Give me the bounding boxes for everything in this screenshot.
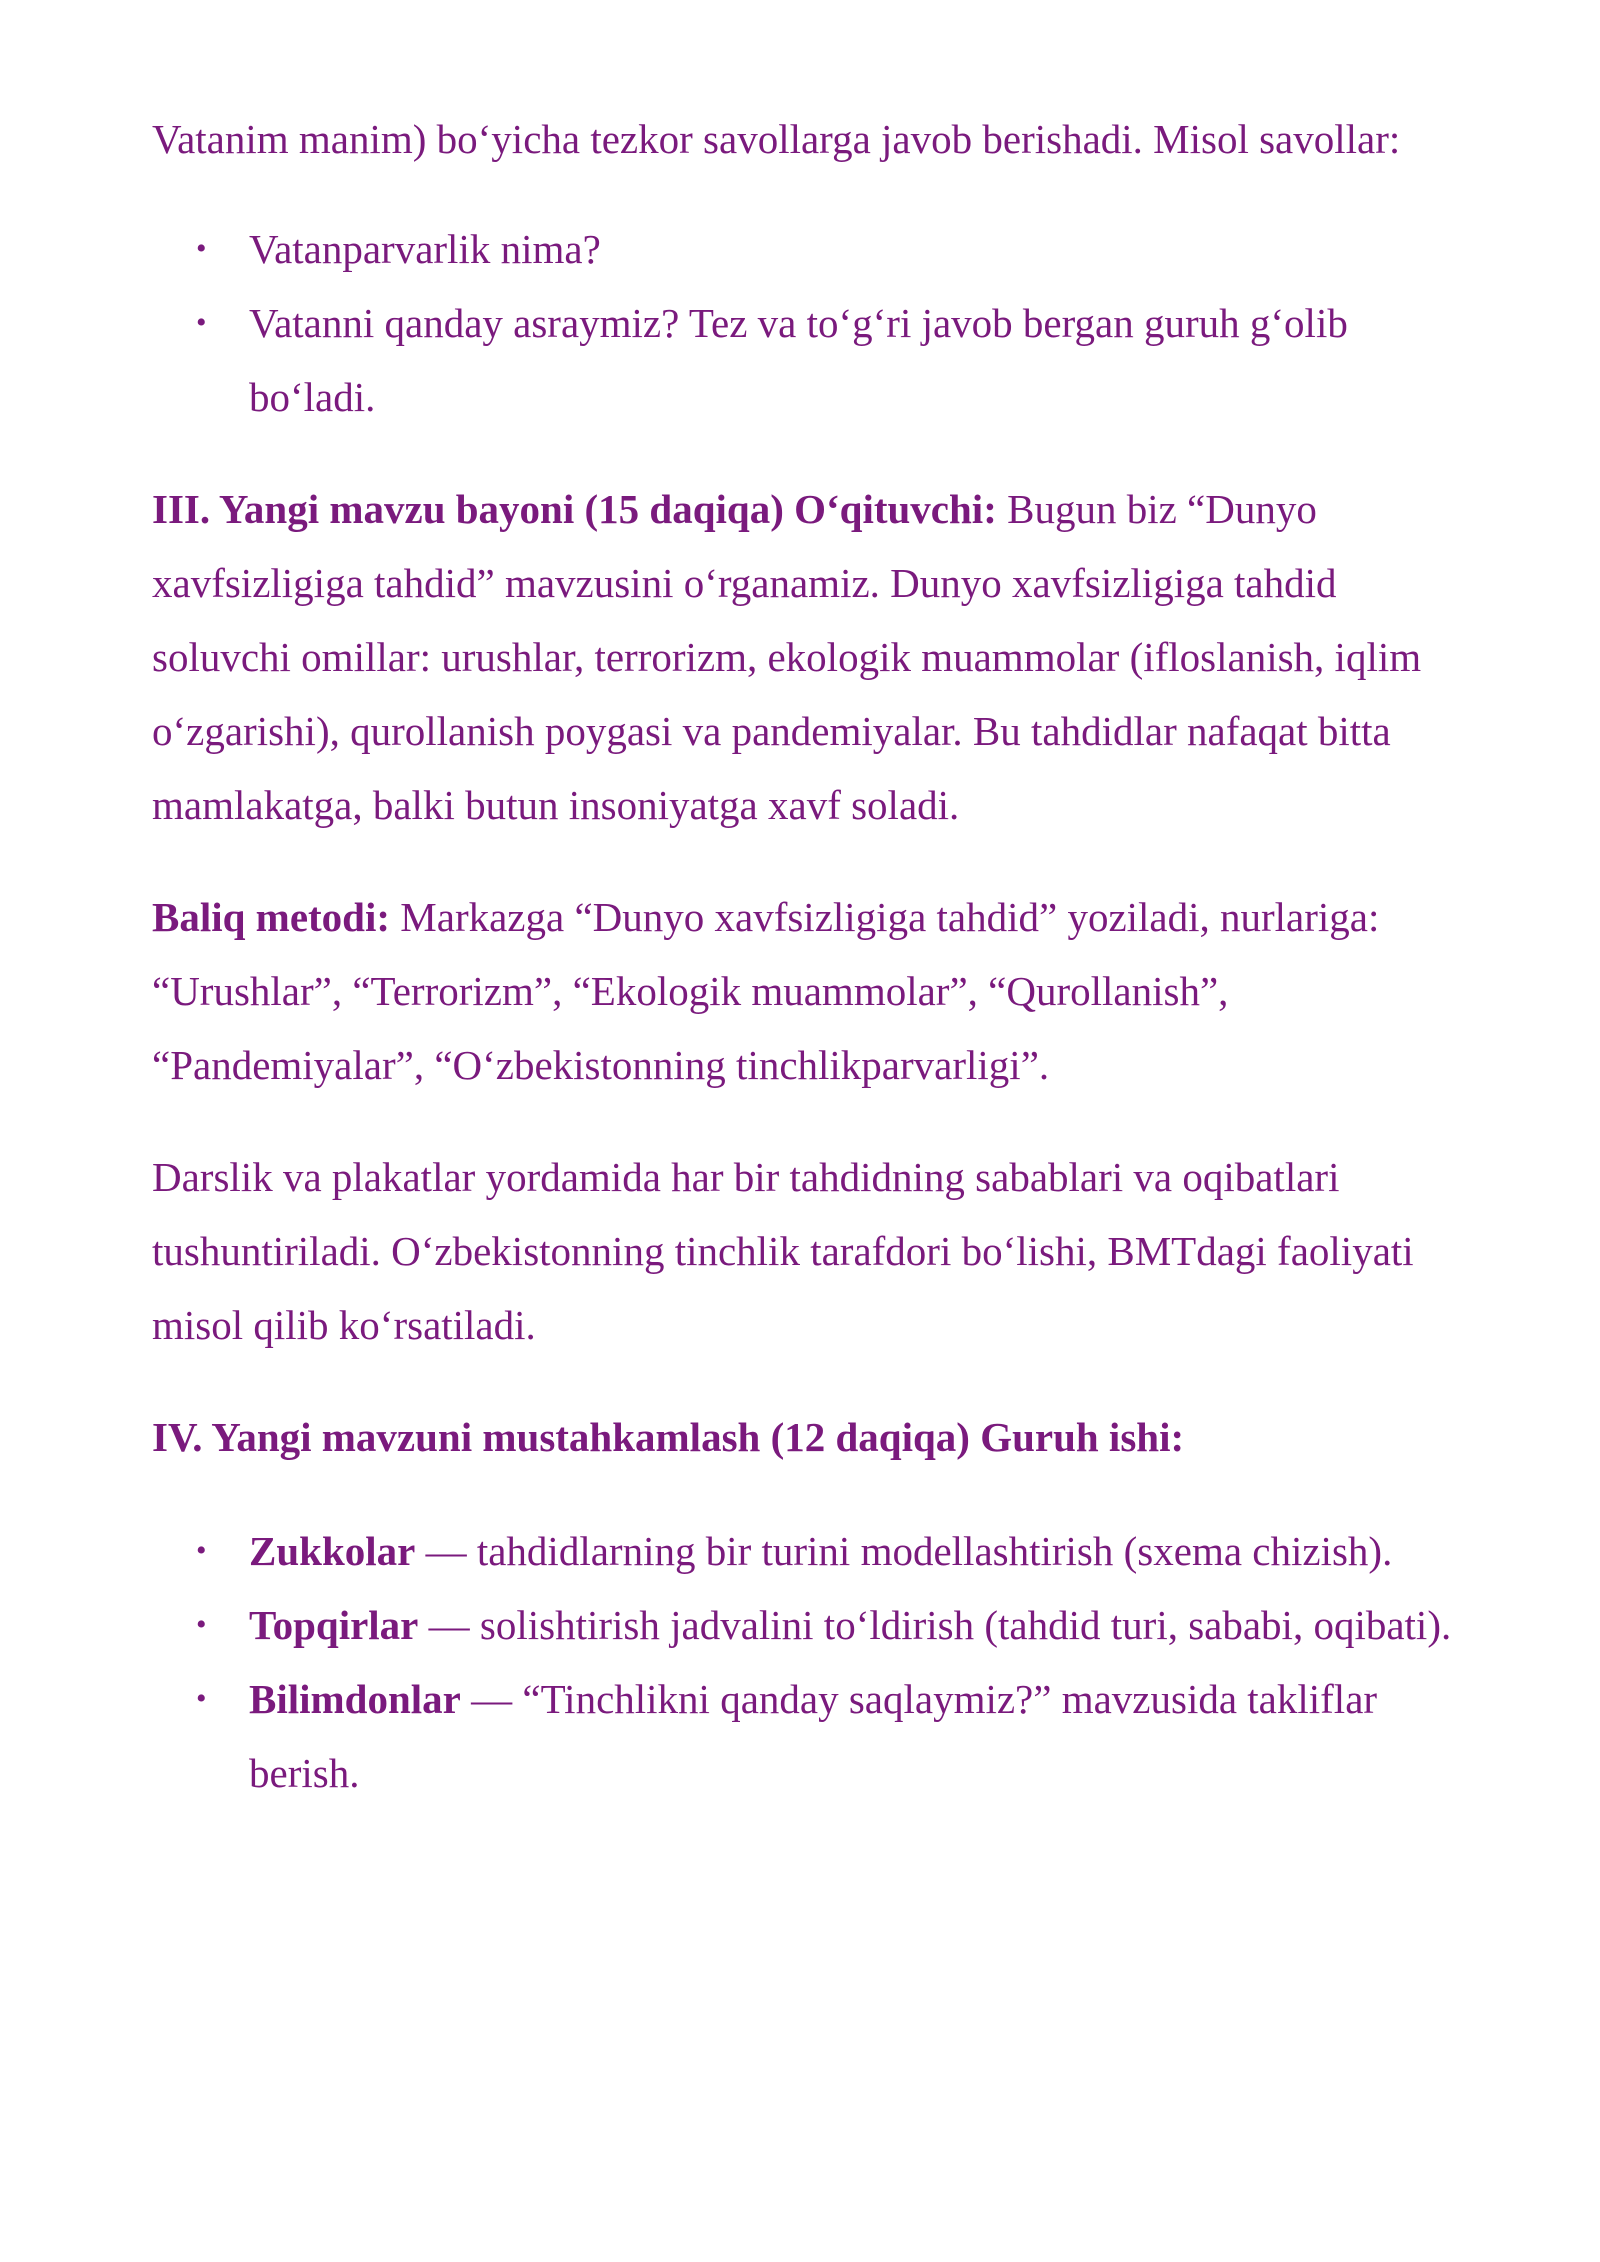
section-3-heading: III. Yangi mavzu bayoni (15 daqiqa) O‘qituvchi: — [152, 486, 997, 532]
question-list — [152, 212, 1452, 434]
group-name: Bilimdonlar — [249, 1676, 461, 1722]
section-4-heading: IV. Yangi mavzuni mustahkamlash (12 daqiqa) Guruh ishi: — [152, 1414, 1185, 1460]
group-name: Zukkolar — [249, 1528, 416, 1574]
section-3-text: Bugun biz “Dunyo xavfsizligiga tahdid” mavzusini o‘rganamiz. Dunyo xavfsizligiga tahdid soluvchi omillar: urushlar, terrorizm, ekologik muammolar (ifloslanish, iqlim o‘zgarishi), qurollanish poygasi va pandemiyalar. Bu tahdidlar nafaqat bitta mamlakatga, balki butun insoniyatga xavf soladi. — [152, 486, 1422, 828]
bullet-icon: • — [196, 1608, 207, 1641]
question-text: Vatanparvarlik nima? — [249, 226, 601, 272]
list-item — [152, 1514, 1452, 1588]
bullet-icon: • — [196, 306, 207, 339]
group-name: Topqirlar — [249, 1602, 419, 1648]
group-list — [152, 1514, 1452, 1810]
list-item — [152, 212, 1452, 286]
fish-method-label: Baliq metodi: — [152, 894, 391, 940]
group-task: — tahdidlarning bir turini modellashtirish (sxema chizish). — [415, 1528, 1393, 1574]
textbook-paragraph: Darslik va plakatlar yordamida har bir tahdidning sabablari va oqibatlari tushuntiriladi. O‘zbekistonning tinchlik tarafdori bo‘lishi, BMTdagi faoliyati misol qilib ko‘rsatiladi. — [152, 1154, 1414, 1348]
group-task: — solishtirish jadvalini to‘ldirish (tahdid turi, sababi, oqibati). — [418, 1602, 1452, 1648]
list-item — [152, 1662, 1452, 1810]
bullet-icon: • — [196, 1682, 207, 1715]
intro-paragraph: Vatanim manim) bo‘yicha tezkor savollarga javob berishadi. Misol savollar: — [152, 116, 1401, 162]
document-page — [152, 102, 1452, 1810]
list-item — [152, 286, 1452, 434]
group-task: — “Tinchlikni qanday saqlaymiz?” mavzusida takliflar berish. — [249, 1676, 1378, 1796]
fish-method-text: Markazga “Dunyo xavfsizligiga tahdid” yoziladi, nurlariga: “Urushlar”, “Terrorizm”, “Ekologik muammolar”, “Qurollanish”, “Pandemiyalar”, “O‘zbekistonning tinchlikparvarligi”. — [152, 894, 1380, 1088]
list-item — [152, 1588, 1452, 1662]
section-3-paragraph — [152, 472, 1452, 842]
fish-method-paragraph — [152, 880, 1452, 1102]
bullet-icon: • — [196, 232, 207, 265]
bullet-icon: • — [196, 1534, 207, 1567]
question-text: Vatanni qanday asraymiz? Tez va to‘g‘ri javob bergan guruh g‘olib bo‘ladi. — [249, 300, 1348, 420]
